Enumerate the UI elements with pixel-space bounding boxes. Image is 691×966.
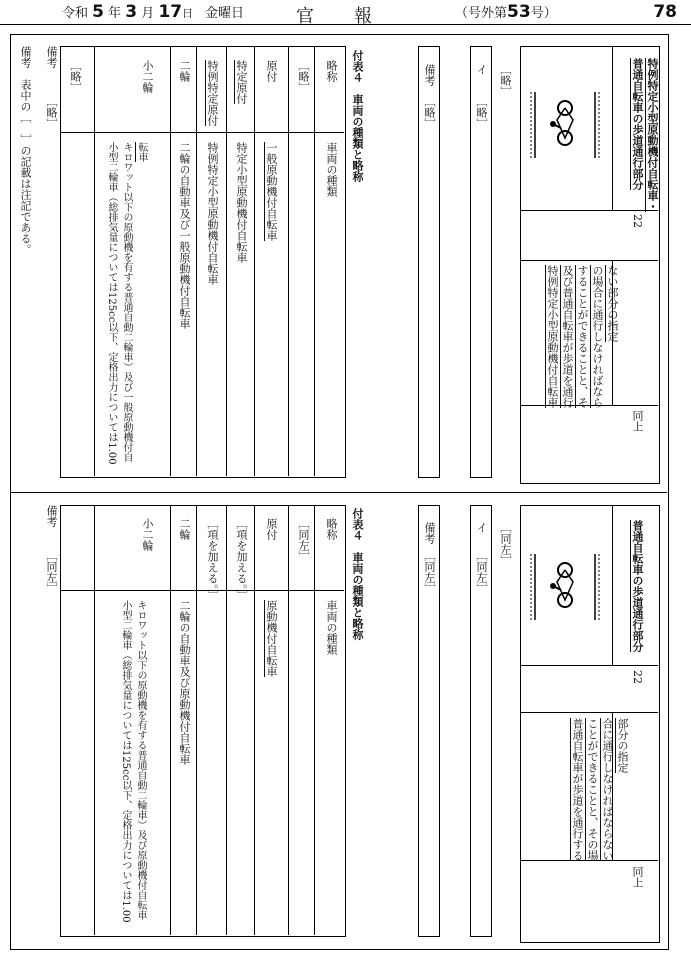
row-konirin-before: 小二輪 — [141, 518, 154, 551]
appendix-heading-after: 付表４ 車両の種類と略称 — [351, 50, 364, 182]
after-before-divider — [10, 492, 667, 493]
remarks-label-before: 備考 — [423, 522, 436, 544]
row-tokurei-value: 特例特定小型原動機付自転車 — [206, 142, 219, 285]
issue-date: 令和 5 年 3 月 17日 — [62, 2, 194, 22]
add-item-1: ［項を加える。］ — [235, 518, 248, 601]
item-i-label: イ — [475, 64, 488, 75]
item-i-label-before: イ — [475, 522, 488, 533]
omit-2: ［略］ — [475, 96, 488, 129]
col-abbr-before: 略称 — [325, 518, 338, 540]
row-gentsuki: 原付 — [265, 60, 278, 82]
omit-5: ［略］ — [69, 60, 82, 93]
row-tokutei-value: 特定小型原動機付自転車 — [235, 142, 248, 263]
sidewalk-bicycle-sign-icon — [525, 90, 609, 160]
sign-title-before: 普通自転車の歩道通行部分 — [631, 520, 644, 652]
weekday: 金曜日 — [205, 6, 245, 21]
col-type-before: 車両の種類 — [325, 600, 338, 655]
add-item-2: ［項を加える。］ — [206, 518, 219, 601]
row-konirin-value: 転車 キロワット以下の原動機を有する普通自動二輪車）及び一般原動機付自 小型二輪車（総排気量については125cc以下、定格出力については1.00 — [106, 142, 147, 465]
row-gentsuki-value: 一般原動機付自転車 — [265, 142, 278, 241]
omit-4: ［略］ — [297, 60, 310, 93]
col-abbr: 略称 — [325, 60, 338, 82]
sign-number-after: 22 — [631, 214, 644, 228]
sign-meaning-before: 部分の指定 合に通行しなければならない ことができることと、その場 普通自転車が歩道を通行する — [571, 718, 629, 861]
same-left-before: 同上 — [631, 866, 644, 888]
same-4: ［同左］ — [297, 518, 310, 562]
remarks-label: 備考 — [423, 64, 436, 86]
gazette-title: 官報 — [296, 6, 412, 27]
sign-title-after: 特例特定小型原動機付自転車・ 普通自転車の歩道通行部分 — [631, 58, 659, 212]
vehicle-table-before — [60, 505, 346, 937]
row-gentsuki-value-before: 原動機付自転車 — [265, 600, 278, 677]
row-nirin-value: 二輪の自動車及び一般原動機付自転車 — [178, 142, 191, 329]
omit-3: ［略］ — [423, 96, 436, 129]
row-tokutei: 特定原付 — [235, 60, 248, 104]
vehicle-table-after — [60, 46, 346, 478]
col-type: 車両の種類 — [325, 142, 338, 197]
same-3: ［同左］ — [423, 550, 436, 594]
same-2: ［同左］ — [475, 550, 488, 594]
sign-meaning-after: ない部分の指定 の場合に通行しなければなら することができることと、そ 及び普通自転車が歩道を通行 特例特定小型原動機付自転車 — [546, 265, 619, 408]
remarks-2-label-before: 備考 — [45, 505, 58, 527]
footnote: 備考 表中の［ ］の記載は注記である。 — [19, 46, 32, 255]
omit-6: ［略］ — [45, 96, 58, 129]
row-nirin-value-before: 二輪の自動車及び原動機付自転車 — [178, 600, 191, 765]
gazette-header — [0, 0, 691, 25]
issue-number: （号外第53号） — [455, 2, 557, 22]
row-konirin-value-before: キロワット以下の原動機を有する普通自動二輪車）及び原動機付自転車 小型二輪車（総排気量については125cc以下、定格出力については1.00 — [120, 600, 146, 923]
row-nirin: 二輪 — [178, 60, 191, 82]
row-konirin: 小二輪 — [141, 60, 154, 93]
same-1: ［同左］ — [499, 522, 512, 566]
same-left-after: 同上 — [631, 410, 644, 432]
sidewalk-bicycle-sign-icon — [525, 552, 609, 622]
remarks-2-label: 備考 — [45, 46, 58, 68]
same-5: ［同左］ — [45, 550, 58, 594]
omit-1: ［略］ — [499, 64, 512, 97]
sign-number-before: 22 — [631, 670, 644, 684]
appendix-heading-before: 付表４ 車両の種類と略称 — [351, 508, 364, 640]
page-number: 78 — [653, 2, 677, 22]
row-tokurei: 特例特定原付 — [206, 60, 219, 126]
row-nirin-before: 二輪 — [178, 518, 191, 540]
row-gentsuki-before: 原付 — [265, 518, 278, 540]
